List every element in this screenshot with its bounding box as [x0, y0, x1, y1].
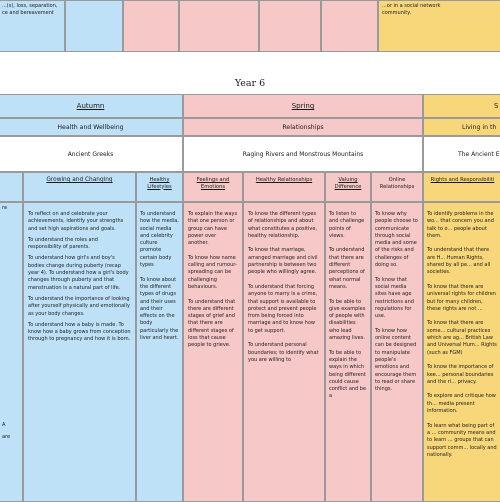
unit-rights-and-responsibilities	[423, 172, 500, 202]
rights-text: To identify problems in the wo... that concern you and talk to o... people about them. To understand that there are H... Human Rights, shared by all pe... and all societies. To know that there are universal rights for children but for many children, these rights are not ... To know that there are some... cultural practices which are ag... British Law and Universal Hum... Rights (such as FGM) To know the importance of kee... personal boundaries and the ri... privacy. To explore and critique how th... media present information. To learn what being part of a ... community means and to learn ... groups that can support comm... locally and nationally.	[427, 211, 497, 458]
theme-spring-label: Relationships	[282, 123, 324, 131]
unit-feelings-and-emotions	[183, 172, 243, 202]
prev-year-text-left: ...(s), loss, separation, ce and bereavement	[2, 3, 58, 17]
prev-year-text-right: ...or in a social network community.	[382, 3, 441, 17]
unit-healthy-relationships-label: Healthy Relationships	[255, 177, 313, 183]
topic-spring	[183, 136, 423, 172]
prev-year-cell	[179, 0, 259, 52]
prev-year-cell-left	[0, 0, 65, 52]
content-rights-and-responsibilities	[423, 202, 500, 502]
unit-healthy-lifestyles-label: Healthy Lifestyles	[147, 177, 172, 190]
content-feelings-and-emotions	[183, 202, 243, 502]
unit-left-fragment	[0, 172, 23, 202]
unit-feelings-label: Feelings and Emotions	[196, 177, 230, 190]
term-autumn	[0, 94, 183, 118]
theme-summer-label: Living in th	[462, 124, 497, 131]
theme-autumn	[0, 118, 183, 136]
content-healthy-relationships	[243, 202, 325, 502]
term-autumn-label: Autumn	[76, 102, 105, 110]
content-left-fragment	[0, 202, 23, 502]
unit-growing-and-changing	[23, 172, 136, 202]
topic-summer-label: The Ancient E	[458, 151, 500, 158]
left-fragment-1: re	[2, 205, 8, 211]
topic-autumn-label: Ancient Greeks	[67, 150, 114, 158]
term-summer-label: S	[494, 102, 499, 110]
theme-summer	[423, 118, 500, 136]
healthy-relationships-text: To know the different types of relationships and about what constitutes a positive, healthy relationship. To know that marriage, arranged marriage and civil partnership is between two people who willingly agree. To understand that forcing anyone to marry is a crime, that support is available to protect and prevent people from being forced into marriage and to know how to get support. To understand personal boundaries; to identify what you are willing to	[248, 211, 319, 363]
growing-text: To understand how girl's and boy's bodies change during puberty (recap year 4). To understand how a girl's body changes through puberty and that menstruation is a natural part of life.	[28, 255, 129, 291]
healthy-lifestyles-text: To understand how the media, social media and celebrity culture promote certain body types To know about the different types of drugs and their uses and their effects on the body particularly the liver and heart.	[140, 211, 179, 342]
content-valuing-difference	[325, 202, 371, 502]
unit-rights-label: Rights and Responsibiliti	[430, 177, 495, 183]
unit-valuing-difference-label: Valuing Difference	[334, 177, 362, 190]
online-relationships-text: To know why people choose to communicate through social media and some of the risks and challenges of doing so. To know that social media sites have age restrictions and regulations for use. To know how online content can be designed to manipulate people's emotions and encourage them to read or share things.	[375, 211, 418, 393]
left-fragment-3: are	[2, 433, 11, 440]
unit-valuing-difference	[325, 172, 371, 202]
left-fragment-2: A	[2, 422, 6, 429]
feelings-text: To explain the ways that one person or group can have power over another. To know how name calling and rumour-spreading can be challenging behaviours. To understand that there are different stages of grief and that there are different stages of loss that cause people to grieve.	[188, 211, 238, 349]
term-summer	[423, 94, 500, 118]
prev-year-cell-right	[378, 0, 500, 52]
year-title: Year 6	[234, 78, 266, 89]
content-online-relationships	[371, 202, 423, 502]
prev-year-cell	[259, 0, 321, 52]
prev-year-cell	[321, 0, 378, 52]
content-growing-and-changing	[23, 202, 136, 502]
growing-text: To understand how a baby is made. To know how a baby grows from conception through to pregnancy and how it is born.	[28, 321, 131, 343]
topic-summer	[423, 136, 500, 172]
growing-text: To understand the roles and responsibility of parents.	[28, 236, 98, 251]
theme-autumn-label: Health and Wellbeing	[57, 123, 124, 131]
prev-year-cell	[65, 0, 123, 52]
topic-autumn	[0, 136, 183, 172]
unit-healthy-relationships	[243, 172, 325, 202]
growing-text: To reflect on and celebrate your achievements, identify your strengths and set high aspirations and goals.	[28, 211, 124, 232]
prev-year-cell	[123, 0, 179, 52]
unit-online-relationships	[371, 172, 423, 202]
term-spring-label: Spring	[291, 102, 315, 110]
content-healthy-lifestyles	[136, 202, 183, 502]
term-spring	[183, 94, 423, 118]
unit-healthy-lifestyles	[136, 172, 183, 202]
unit-growing-label: Growing and Changing	[46, 177, 113, 183]
unit-online-relationships-label: Online Relationships	[379, 177, 415, 190]
theme-spring	[183, 118, 423, 136]
growing-text: To understand the importance of looking after yourself physically and emotionally as your body changes.	[28, 295, 130, 317]
topic-spring-label: Raging Rivers and Monstrous Mountains	[242, 150, 364, 158]
valuing-difference-text: To listen to and challenge points of views. To understand that there are different perceptions of what normal means. To be able to give examples of people with disabilities who lead amazing lives. To be able to explain the ways in which being different could cause conflict and be a	[329, 211, 367, 400]
